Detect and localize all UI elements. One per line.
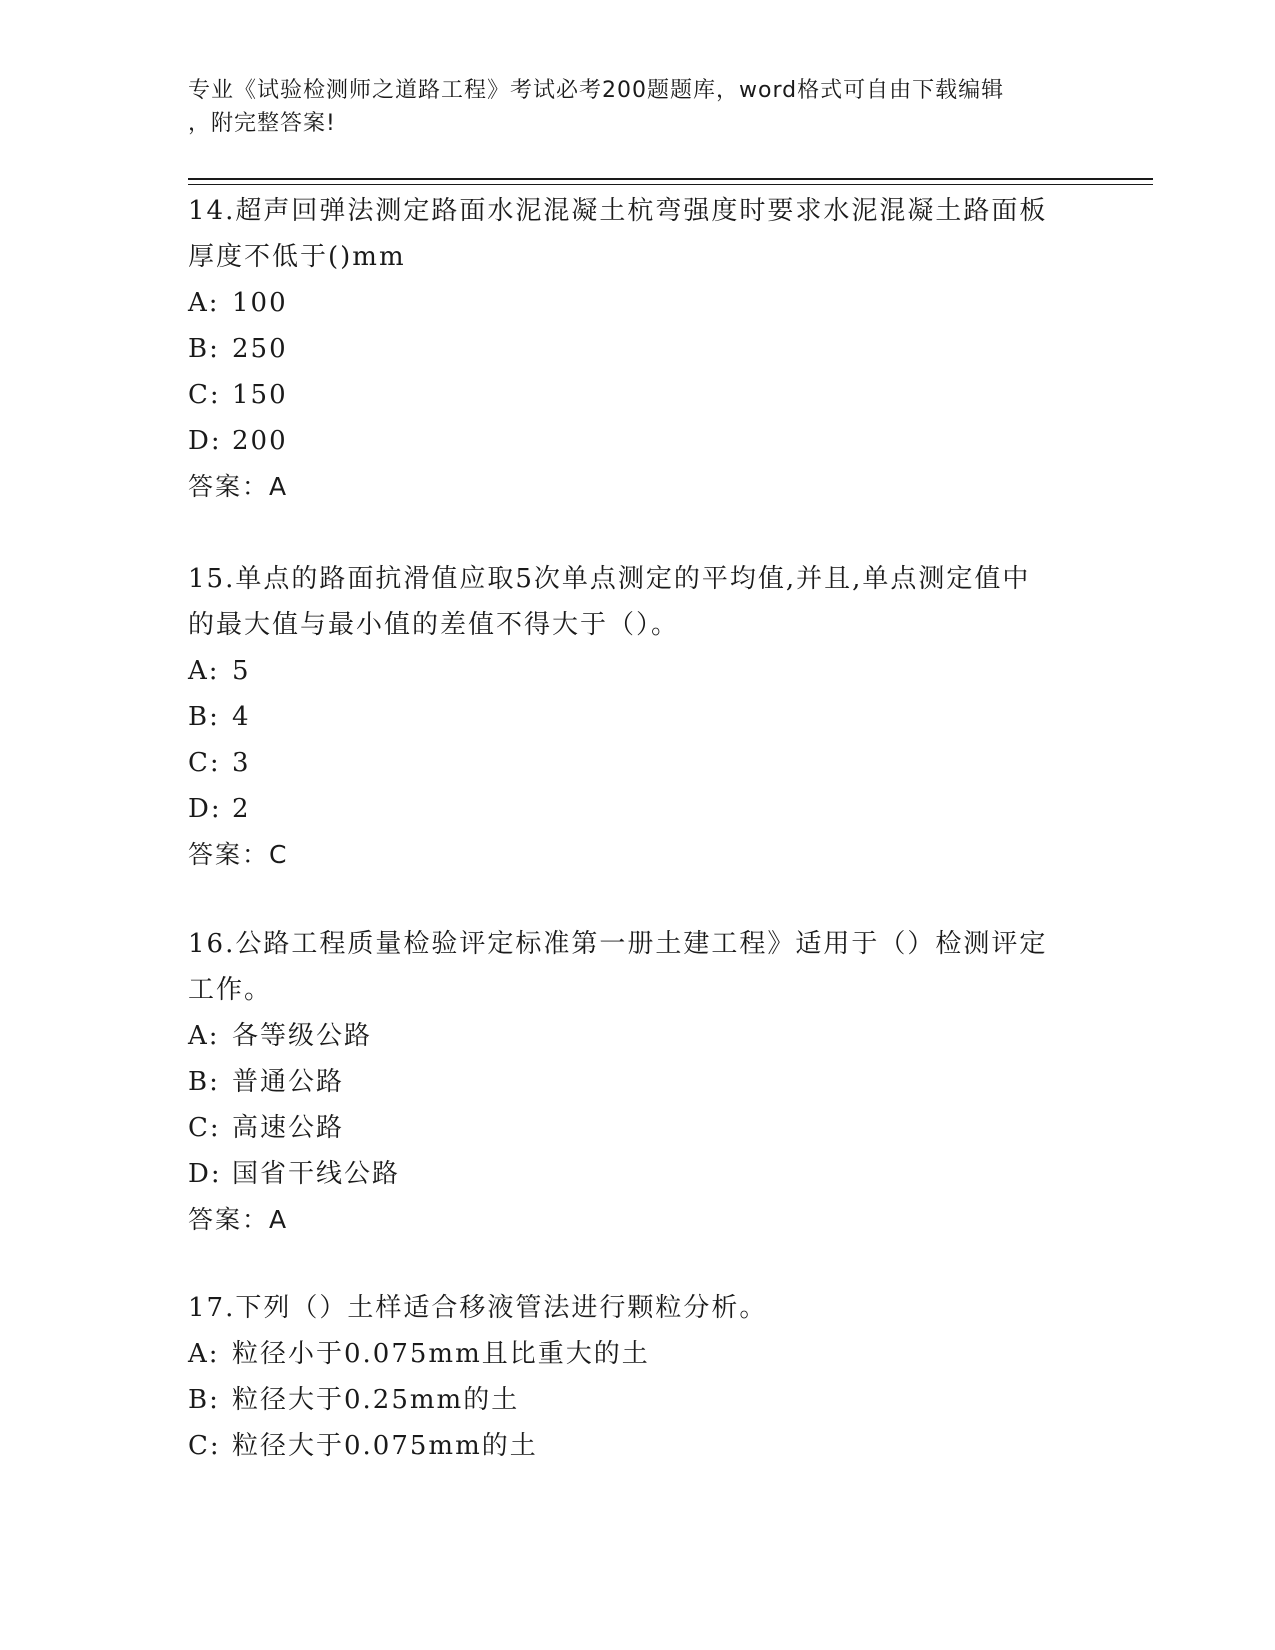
- option-key: C:: [188, 380, 221, 410]
- question-stem-line: 16.公路工程质量检验评定标准第一册土建工程》适用于（）检测评定: [188, 929, 1048, 959]
- answer-line: 答案：C: [188, 840, 289, 869]
- option-key: B:: [188, 1067, 220, 1097]
- option-key: B:: [188, 1385, 220, 1415]
- option-d: [188, 418, 1088, 464]
- option-text: 高速公路: [232, 1113, 345, 1143]
- option-text: 粒径大于0.075mm的土: [232, 1431, 538, 1461]
- option-key: A:: [188, 1339, 220, 1369]
- option-b: [188, 1377, 1088, 1423]
- option-key: D:: [188, 794, 222, 824]
- question-stem-line: 厚度不低于()mm: [188, 242, 406, 272]
- option-text: 2: [232, 794, 251, 824]
- option-text: 粒径小于0.075mm且比重大的土: [232, 1339, 650, 1369]
- header-line-1: 专业《试验检测师之道路工程》考试必考200题题库，word格式可自由下载编辑: [188, 78, 1005, 103]
- option-a: [188, 1331, 1088, 1377]
- option-a: [188, 648, 1088, 694]
- option-text: 5: [232, 656, 251, 686]
- option-b: [188, 1059, 1088, 1105]
- option-text: 各等级公路: [232, 1021, 373, 1051]
- question-stem-line: 17.下列（）土样适合移液管法进行颗粒分析。: [188, 1293, 768, 1323]
- option-key: B:: [188, 702, 220, 732]
- question-stem-line: 14.超声回弹法测定路面水泥混凝土杭弯强度时要求水泥混凝土路面板: [188, 196, 1048, 226]
- option-text: 200: [232, 426, 288, 456]
- question-stem-line: 15.单点的路面抗滑值应取5次单点测定的平均值,并且,单点测定值中: [188, 564, 1031, 594]
- option-key: D:: [188, 426, 222, 456]
- question-17: [188, 1285, 1088, 1469]
- option-text: 4: [232, 702, 251, 732]
- header-line-2: ，附完整答案!: [188, 111, 336, 136]
- option-key: A:: [188, 1021, 220, 1051]
- option-text: 100: [232, 288, 288, 318]
- option-key: C:: [188, 1113, 221, 1143]
- option-key: D:: [188, 1159, 222, 1189]
- option-b: [188, 694, 1088, 740]
- question-stem-line: 工作。: [188, 975, 273, 1005]
- header-divider-thin: [188, 184, 1153, 185]
- header-divider-thick: [188, 178, 1153, 180]
- option-text: 3: [232, 748, 251, 778]
- question-15: [188, 556, 1088, 878]
- option-a: [188, 1013, 1088, 1059]
- option-text: 250: [232, 334, 288, 364]
- option-text: 150: [232, 380, 288, 410]
- option-key: B:: [188, 334, 220, 364]
- option-c: [188, 372, 1088, 418]
- option-text: 普通公路: [232, 1067, 345, 1097]
- option-d: [188, 786, 1088, 832]
- option-a: [188, 280, 1088, 326]
- option-d: [188, 1151, 1088, 1197]
- option-text: 国省干线公路: [232, 1159, 401, 1189]
- question-16: [188, 921, 1088, 1243]
- answer-line: 答案：A: [188, 1205, 289, 1234]
- option-key: C:: [188, 1431, 221, 1461]
- option-c: [188, 740, 1088, 786]
- answer-line: 答案：A: [188, 472, 289, 501]
- option-key: C:: [188, 748, 221, 778]
- option-c: [188, 1105, 1088, 1151]
- option-text: 粒径大于0.25mm的土: [232, 1385, 520, 1415]
- option-key: A:: [188, 656, 220, 686]
- option-key: A:: [188, 288, 220, 318]
- question-14: [188, 188, 1088, 510]
- question-stem-line: 的最大值与最小值的差值不得大于（）。: [188, 610, 680, 640]
- option-b: [188, 326, 1088, 372]
- document-header: [188, 74, 1088, 140]
- option-c: [188, 1423, 1088, 1469]
